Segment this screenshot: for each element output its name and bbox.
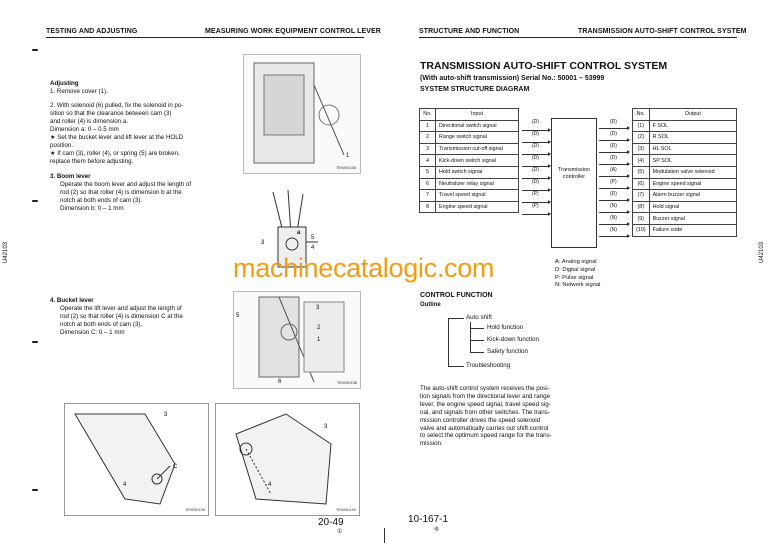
boom-lever-text: [60, 181, 240, 213]
column-header: Output: [649, 109, 736, 121]
figure-cam-diagram-left: [64, 403, 209, 516]
table-row: [633, 213, 737, 225]
signal-type: (D): [532, 155, 539, 161]
callout-2: 2: [317, 325, 321, 331]
callout-3: 3: [324, 424, 328, 430]
row-number: 2: [420, 132, 436, 144]
signal-type: (P): [610, 179, 617, 185]
controller-label: controller: [562, 174, 586, 180]
figure-id: TEW00138: [336, 380, 357, 385]
output-table: [632, 108, 737, 237]
callout-5: 5: [311, 235, 315, 241]
table-header-row: [420, 109, 519, 121]
arrow: [599, 236, 629, 237]
row-number: (1): [633, 120, 650, 132]
row-number: (5): [633, 166, 650, 178]
legend-item: N: Network signal: [555, 282, 601, 289]
description-paragraph: [420, 385, 600, 448]
text-line: mission.: [420, 440, 443, 448]
arrow: [599, 212, 629, 213]
tree-line: [470, 328, 484, 329]
left-header-rule: [46, 37, 364, 38]
right-page-sub: ⑥: [434, 527, 440, 533]
row-number: 3: [420, 143, 436, 155]
figure-cam-diagram-right: [215, 403, 360, 516]
text-line: 2. With solenoid (6) pulled, fix the solenoid in po-: [50, 102, 184, 109]
outline-label: Outline: [420, 302, 441, 308]
row-number: 8: [420, 201, 436, 213]
table-row: [633, 143, 737, 155]
text-line: ★ Set the bucket lever and lift lever at the HOLD: [50, 134, 184, 141]
gutter-line: [384, 528, 385, 543]
callout-4: 4: [268, 482, 272, 488]
tree-line: [448, 318, 464, 319]
binding-mark: [32, 49, 38, 51]
table-row: [420, 132, 519, 144]
text-line: The auto-shift control system receives the posi-: [420, 385, 550, 392]
signal-type: (N): [610, 203, 617, 209]
tree-child: Hold function: [487, 324, 524, 331]
arrow: [599, 152, 629, 153]
table-row: [420, 178, 519, 190]
table-row: [420, 120, 519, 132]
row-label: Modulation valve solenoid: [649, 166, 736, 178]
legend-item: D: Digital signal: [555, 266, 596, 273]
text-line: Dimension a: 0 – 0.5 mm: [50, 126, 119, 133]
text-line: rod (2) so that roller (4) is dimension C at the: [60, 313, 183, 320]
row-label: Alarm buzzer signal: [649, 190, 736, 202]
figure-id: TEW00139: [184, 507, 205, 512]
row-number: 7: [420, 190, 436, 202]
column-header: Input: [436, 109, 519, 121]
left-page-number: 20-49: [318, 517, 344, 528]
table-header-row: [633, 109, 737, 121]
controller-label: Transmission: [558, 167, 590, 173]
boom-lever-title: 3. Boom lever: [50, 173, 91, 180]
table-row: [633, 224, 737, 236]
signal-type: (D): [532, 179, 539, 185]
row-label: Neutralizer relay signal: [436, 178, 519, 190]
callout-c: C: [173, 464, 178, 470]
tree-line: [470, 340, 484, 341]
row-label: Engine speed signal: [436, 201, 519, 213]
text-line: rod (2) so that roller (4) is dimension b at the: [60, 189, 182, 196]
arrow: [599, 188, 629, 189]
text-line: lever, the engine speed signal, travel speed sig-: [420, 400, 551, 408]
callout-a: a: [297, 230, 301, 236]
table-row: [420, 143, 519, 155]
signal-type: (A): [610, 167, 617, 173]
text-line: and roller (4) is dimension a.: [50, 118, 129, 125]
row-number: (9): [633, 213, 650, 225]
bucket-illustration: [234, 292, 362, 390]
arrow: [522, 214, 550, 215]
right-header-rule: [419, 37, 737, 38]
tree-line: [470, 352, 484, 353]
callout-5: 5: [236, 313, 240, 319]
signal-legend: [555, 259, 600, 290]
table-row: [420, 201, 519, 213]
text-line: Operate the boom lever and adjust the length of: [60, 181, 192, 188]
arrow: [599, 164, 629, 165]
column-header: No.: [633, 109, 650, 121]
legend-item: P: Pulse signal: [555, 274, 594, 281]
row-number: (8): [633, 201, 650, 213]
tree-root: Auto shift: [466, 314, 492, 321]
text-line: notch at both ends of cam (3).: [60, 321, 143, 328]
callout-6: 6: [278, 379, 282, 385]
right-side-code: U42103: [759, 241, 765, 263]
adjusting-step2: [50, 102, 235, 166]
signal-type: (N): [610, 227, 617, 233]
binding-mark: [32, 489, 38, 491]
row-number: (10): [633, 224, 650, 236]
bucket-lever-title: 4. Bucket lever: [50, 297, 94, 304]
table-row: [633, 190, 737, 202]
binding-mark: [32, 200, 38, 202]
row-number: 5: [420, 166, 436, 178]
text-line: ★ If cam (3), roller (4), or spring (5) are broken,: [50, 150, 180, 157]
row-label: F SOL: [649, 120, 736, 132]
row-label: Buzzer signal: [649, 213, 736, 225]
row-number: (7): [633, 190, 650, 202]
column-header: No.: [420, 109, 436, 121]
legend-item: A: Analog signal: [555, 259, 597, 265]
figure-bucket-photo: [233, 291, 361, 389]
callout-4: 4: [311, 245, 315, 251]
signal-type: (P): [532, 203, 539, 209]
row-label: Hold signal: [649, 201, 736, 213]
text-line: nal, and signals from other switches. The trans-: [420, 408, 550, 416]
right-page-number: 10-167-1: [408, 514, 449, 525]
page-subtitle: (With auto-shift transmission) Serial No.: 50001 – 53999: [420, 75, 605, 82]
row-label: HL SOL: [649, 143, 736, 155]
bucket-lever-text: [60, 305, 240, 337]
cam-diagram-drawing: [216, 404, 361, 517]
text-line: mission controller drives the speed solenoid: [420, 416, 541, 424]
row-number: (2): [633, 132, 650, 144]
signal-type: (N): [610, 215, 617, 221]
signal-type: (D): [610, 191, 617, 197]
section-title: SYSTEM STRUCTURE DIAGRAM: [420, 86, 530, 93]
row-number: (6): [633, 178, 650, 190]
left-page-sub: ①: [337, 529, 343, 535]
row-label: Travel speed signal: [436, 190, 519, 202]
row-label: Failure code: [649, 224, 736, 236]
row-label: Transmission cut-off signal: [436, 143, 519, 155]
row-label: Engine speed signal: [649, 178, 736, 190]
tree-child: Safety function: [487, 348, 528, 355]
arrow: [599, 200, 629, 201]
signal-type: (P): [532, 191, 539, 197]
text-line: Dimension C: 0 – 1 mm: [60, 329, 125, 336]
row-label: Directional switch signal: [436, 120, 519, 132]
adjusting-title: Adjusting: [50, 80, 79, 87]
signal-type: (D): [610, 119, 617, 125]
text-line: notch at both ends of cam (3).: [60, 197, 143, 204]
arrow: [599, 224, 629, 225]
left-header-title: MEASURING WORK EQUIPMENT CONTROL LEVER: [205, 28, 381, 35]
row-label: Hold switch signal: [436, 166, 519, 178]
arrow: [599, 128, 629, 129]
signal-type: (D): [532, 167, 539, 173]
table-row: [633, 120, 737, 132]
table-row: [633, 132, 737, 144]
transmission-controller-box: [551, 118, 597, 248]
text-line: Dimension b: 0 – 1 mm: [60, 205, 124, 212]
arrow: [599, 176, 629, 177]
text-line: sition so that the clearance between cam (3): [50, 110, 172, 117]
table-row: [420, 166, 519, 178]
signal-type: (D): [610, 155, 617, 161]
row-number: (3): [633, 143, 650, 155]
callout-3: 3: [261, 240, 265, 246]
table-row: [420, 155, 519, 167]
input-table: [419, 108, 519, 213]
control-function-title: CONTROL FUNCTION: [420, 292, 493, 299]
callout-1: 1: [346, 153, 350, 159]
text-line: to select the optimum speed range for the trans-: [420, 432, 552, 440]
signal-type: (D): [610, 131, 617, 137]
row-label: R SOL: [649, 132, 736, 144]
figure-id: TEW00136: [335, 165, 356, 170]
right-header-section: STRUCTURE AND FUNCTION: [419, 28, 520, 35]
watermark-text: machinecatalogic.com: [233, 253, 495, 283]
row-label: Range switch signal: [436, 132, 519, 144]
callout-3: 3: [164, 412, 168, 418]
text-line: valve and automatically carries out shift control: [420, 424, 549, 432]
left-header-section: TESTING AND ADJUSTING: [46, 28, 138, 35]
callout-1: 1: [317, 337, 321, 343]
right-header-title: TRANSMISSION AUTO-SHIFT CONTROL SYSTEM: [578, 28, 747, 35]
left-side-code: U42103: [3, 241, 9, 263]
signal-type: (D): [532, 143, 539, 149]
tree-child: Kick-down function: [487, 336, 539, 343]
table-row: [633, 166, 737, 178]
binding-mark: [32, 341, 38, 343]
text-line: Operate the lift lever and adjust the length of: [60, 305, 182, 312]
text-line: position.: [50, 142, 74, 149]
table-row: [633, 178, 737, 190]
figure-id: TEW00140: [335, 507, 356, 512]
row-number: 6: [420, 178, 436, 190]
row-label: Kick-down switch signal: [436, 155, 519, 167]
callout-3: 3: [316, 305, 320, 311]
signal-type: (D): [532, 131, 539, 137]
text-line: tion signals from the directional lever and range: [420, 392, 551, 400]
cam-diagram-drawing: [65, 404, 210, 517]
tree-last: Troubleshooting: [466, 362, 511, 369]
row-number: (4): [633, 155, 650, 167]
row-number: 4: [420, 155, 436, 167]
figure-cover-photo: [243, 54, 361, 174]
cover-illustration: [244, 55, 362, 175]
page-title: TRANSMISSION AUTO-SHIFT CONTROL SYSTEM: [420, 60, 668, 72]
tree-line: [470, 322, 471, 352]
signal-type: (D): [610, 143, 617, 149]
signal-type: (D): [532, 119, 539, 125]
text-line: replace them before adjusting.: [50, 158, 134, 165]
table-row: [420, 190, 519, 202]
row-label: SP SOL: [649, 155, 736, 167]
arrow: [599, 140, 629, 141]
callout-4: 4: [123, 482, 127, 488]
table-row: [633, 155, 737, 167]
row-number: 1: [420, 120, 436, 132]
tree-line: [448, 366, 464, 367]
table-row: [633, 201, 737, 213]
adjusting-step1: 1. Remove cover (1).: [50, 88, 108, 95]
tree-line: [448, 318, 449, 366]
